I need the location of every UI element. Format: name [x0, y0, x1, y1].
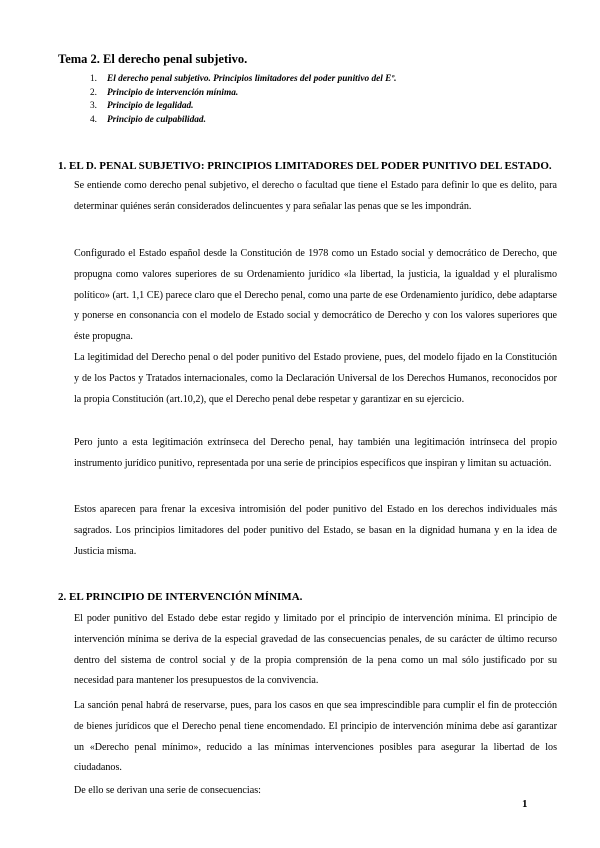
toc-item-text: Principio de culpabilidad. [107, 115, 206, 126]
section-1-paragraph-4: Pero junto a esta legitimación extrínseca del Derecho penal, hay también una legitimación intrínseca del propio instrumento jurídico punitivo, representada por una serie de principios específicos que inspiran y limitan su actuación. [74, 437, 557, 469]
toc-item-number: 1. [90, 74, 97, 84]
toc-item [90, 100, 396, 114]
toc-item-text: Principio de legalidad. [107, 101, 194, 112]
toc-item [90, 87, 396, 101]
section-2-paragraph-2: La sanción penal habrá de reservarse, pues, para los casos en que sea imprescindible para cumplir el fin de protección de bienes jurídicos que el Derecho penal tiene encomendado. El principio de intervención mínima debe así garantizar un «Derecho penal mínimo», reducido a las mínimas intervenciones posibles para asegurar la libertad de los ciudadanos. [74, 700, 557, 774]
toc-item [90, 73, 396, 87]
section-2-paragraph-3: De ello se derivan una serie de consecuencias: [74, 785, 261, 796]
toc-item-number: 3. [90, 101, 97, 112]
section-1-heading: 1. EL D. PENAL SUBJETIVO: PRINCIPIOS LIMITADORES DEL PODER PUNITIVO DEL ESTADO. [58, 160, 552, 172]
document-title: Tema 2. El derecho penal subjetivo. [58, 52, 248, 66]
page-number: 1 [522, 798, 528, 810]
toc-item-text: Principio de intervención mínima. [107, 87, 239, 98]
section-1-paragraph-3: La legitimidad del Derecho penal o del poder punitivo del Estado proviene, pues, del modelo fijado en la Constitución y de los Pactos y Tratados internacionales, como la Declaración Universal de los Derechos Humanos, reconocidos por la propia Constitución (art.10,2), que el Derecho penal debe respetar y garantizar en su ejercicio. [74, 352, 557, 405]
section-2-heading: 2. EL PRINCIPIO DE INTERVENCIÓN MÍNIMA. [58, 591, 303, 603]
toc-item [90, 114, 396, 128]
table-of-contents [90, 73, 396, 128]
toc-item-number: 4. [90, 115, 97, 126]
section-1-paragraph-5: Estos aparecen para frenar la excesiva intromisión del poder punitivo del Estado en los derechos individuales más sagrados. Los principios limitadores del poder punitivo del Estado, se basan en la dignidad humana y en la idea de Justicia misma. [74, 504, 557, 557]
section-2-paragraph-1: El poder punitivo del Estado debe estar regido y limitado por el principio de intervención mínima. El principio de intervención mínima se deriva de la especial gravedad de las consecuencias penales, de su carácter de último recurso dentro del sistema de control social y de la propia comprensión de la pena como un mal sólo justificado por su necesidad para mantener los presupuestos de la convivencia. [74, 613, 557, 687]
section-1-paragraph-2: Configurado el Estado español desde la Constitución de 1978 como un Estado social y democrático de Derecho, que propugna como valores superiores de su Ordenamiento jurídico «la libertad, la justicia, la igualdad y el pluralismo político» (art. 1,1 CE) parece claro que el Derecho penal, como una parte de ese Ordenamiento jurídico, debe adaptarse y ponerse en consonancia con el modelo de Estado social y democrático de Derecho y con los valores superiores que éste propugna. [74, 248, 557, 343]
section-1-paragraph-1: Se entiende como derecho penal subjetivo, el derecho o facultad que tiene el Estado para definir lo que es delito, para determinar quiénes serán considerados delincuentes y para señalar las penas que se les impondrán. [74, 180, 557, 212]
toc-item-text: El derecho penal subjetivo. Principios limitadores del poder punitivo del Eº. [107, 74, 397, 84]
toc-item-number: 2. [90, 87, 97, 98]
